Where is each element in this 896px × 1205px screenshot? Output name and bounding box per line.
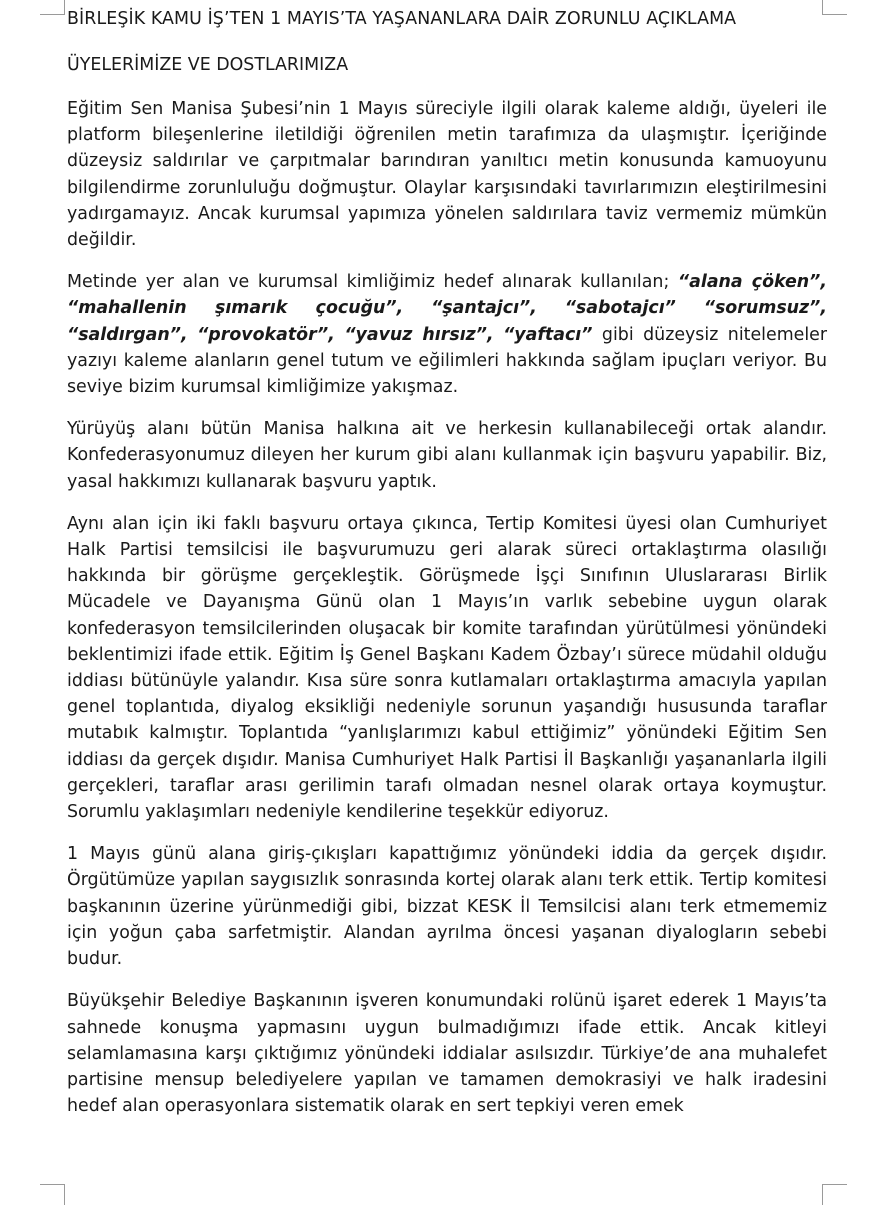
quoted-term: “saldırgan”, <box>67 324 188 345</box>
document-body <box>67 6 827 1119</box>
paragraph-1: Eğitim Sen Manisa Şubesi’nin 1 Mayıs süreciyle ilgili olarak kaleme aldığı, üyeleri ile platform bileşenlerine iletildiği öğrenilen metin tarafımıza da ulaşmıştır. İçeriğinde düzeysiz saldırılar ve çarpıtmalar barındıran yanıltıcı metin konusunda kamuoyunu bilgilendirme zorunluluğu doğmuştur. Olaylar karşısındaki tavırlarımızın eleştirilmesini yadırgamayız. Ancak kurumsal yapımıza yönelen saldırılara taviz vermemiz mümkün değildir. <box>67 99 827 251</box>
paragraph-6: Büyükşehir Belediye Başkanının işveren konumundaki rolünü işaret ederek 1 Mayıs’ta sahnede konuşma yapmasını uygun bulmadığımızı ifade ettik. Ancak kitleyi selamlamasına karşı çıktığımız yönündeki iddialar asılsızdır. Türkiye’de ana muhalefet partisine mensup belediyelere yapılan ve tamamen demokrasiyi ve halk iradesini hedef alan operasyonlara sistematik olarak en sert tepkiyi veren emek <box>67 991 827 1117</box>
quoted-term: “şantajcı”, <box>431 298 537 319</box>
document-subtitle: ÜYELERİMİZE VE DOSTLARIMIZA <box>67 55 349 75</box>
paragraph-5: 1 Mayıs günü alana giriş-çıkışları kapattığımız yönündeki iddia da gerçek dışıdır. Örgütümüze yapılan saygısızlık sonrasında kortej olarak alanı terk ettik. Tertip komitesi başkanının üzerine yürünmediği gibi, bizzat KESK İl Temsilcisi alanı terk etmememiz için yoğun çaba sarfetmiştir. Alandan ayrılma öncesi yaşanan diyalogların sebebi budur. <box>67 844 827 970</box>
quoted-term: “mahallenin şımarık çocuğu”, <box>67 298 404 319</box>
quoted-term: “yavuz hırsız”, <box>344 324 494 345</box>
document-title: BİRLEŞİK KAMU İŞ’TEN 1 MAYIS’TA YAŞANANLARA DAİR ZORUNLU AÇIKLAMA <box>67 9 737 29</box>
quoted-term: “provokatör”, <box>197 324 335 345</box>
crop-mark-bottom-right <box>822 1184 847 1205</box>
quoted-term: “alana çöken”, <box>677 272 827 293</box>
quoted-term: “yaftacı” <box>503 324 593 345</box>
paragraph-2 <box>67 269 827 400</box>
quoted-term: “sorumsuz”, <box>703 298 827 319</box>
paragraph-2-outro: gibi düzeysiz nitelemeler yazıyı kaleme alanların genel tutum ve eğilimleri hakkında sağlam ipuçları veriyor. Bu seviye bizim kurumsal kimliğimize yakışmaz. <box>67 324 828 398</box>
crop-mark-bottom-left <box>40 1184 65 1205</box>
crop-mark-top-left <box>40 0 65 15</box>
quoted-term: “sabotajcı” <box>564 298 676 319</box>
paragraph-4: Aynı alan için iki faklı başvuru ortaya çıkınca, Tertip Komitesi üyesi olan Cumhuriyet Halk Partisi temsilcisi ile başvurumuzu geri alarak süreci ortaklaştırma olasılığı hakkında bir görüşme gerçekleştik. Görüşmede İşçi Sınıfının Uluslararası Birlik Mücadele ve Dayanışma Günü olan 1 Mayıs’ın varlık sebebine uygun olarak konfederasyon temsilcilerinden oluşacak bir komite tarafından yürütülmesi yönündeki beklentimizi ifade ettik. Eğitim İş Genel Başkanı Kadem Özbay’ı sürece müdahil olduğu iddiası bütünüyle yalandır. Kısa süre sonra kutlamaları ortaklaştırma amacıyla yapılan genel toplantıda, diyalog eksikliği nedeniyle sorunun yaşandığı hususunda taraflar mutabık kalmıştır. Toplantıda “yanlışlarımızı kabul ettiğimiz” yönündeki Eğitim Sen iddiası da gerçek dışıdır. Manisa Cumhuriyet Halk Partisi İl Başkanlığı yaşananlarla ilgili gerçekleri, taraflar arası gerilimin tarafı olmadan nesnel olarak ortaya koymuştur. Sorumlu yaklaşımları nedeniyle kendilerine teşekkür ediyoruz. <box>67 513 827 823</box>
paragraph-2-intro: Metinde yer alan ve kurumsal kimliğimiz hedef alınarak kullanılan; <box>67 272 678 293</box>
paragraph-3: Yürüyüş alanı bütün Manisa halkına ait ve herkesin kullanabileceği ortak alandır. Konfederasyonumuz dileyen her kurum gibi alanı kullanmak için başvuru yapabilir. Biz, yasal hakkımızı kullanarak başvuru yaptık. <box>67 419 827 492</box>
